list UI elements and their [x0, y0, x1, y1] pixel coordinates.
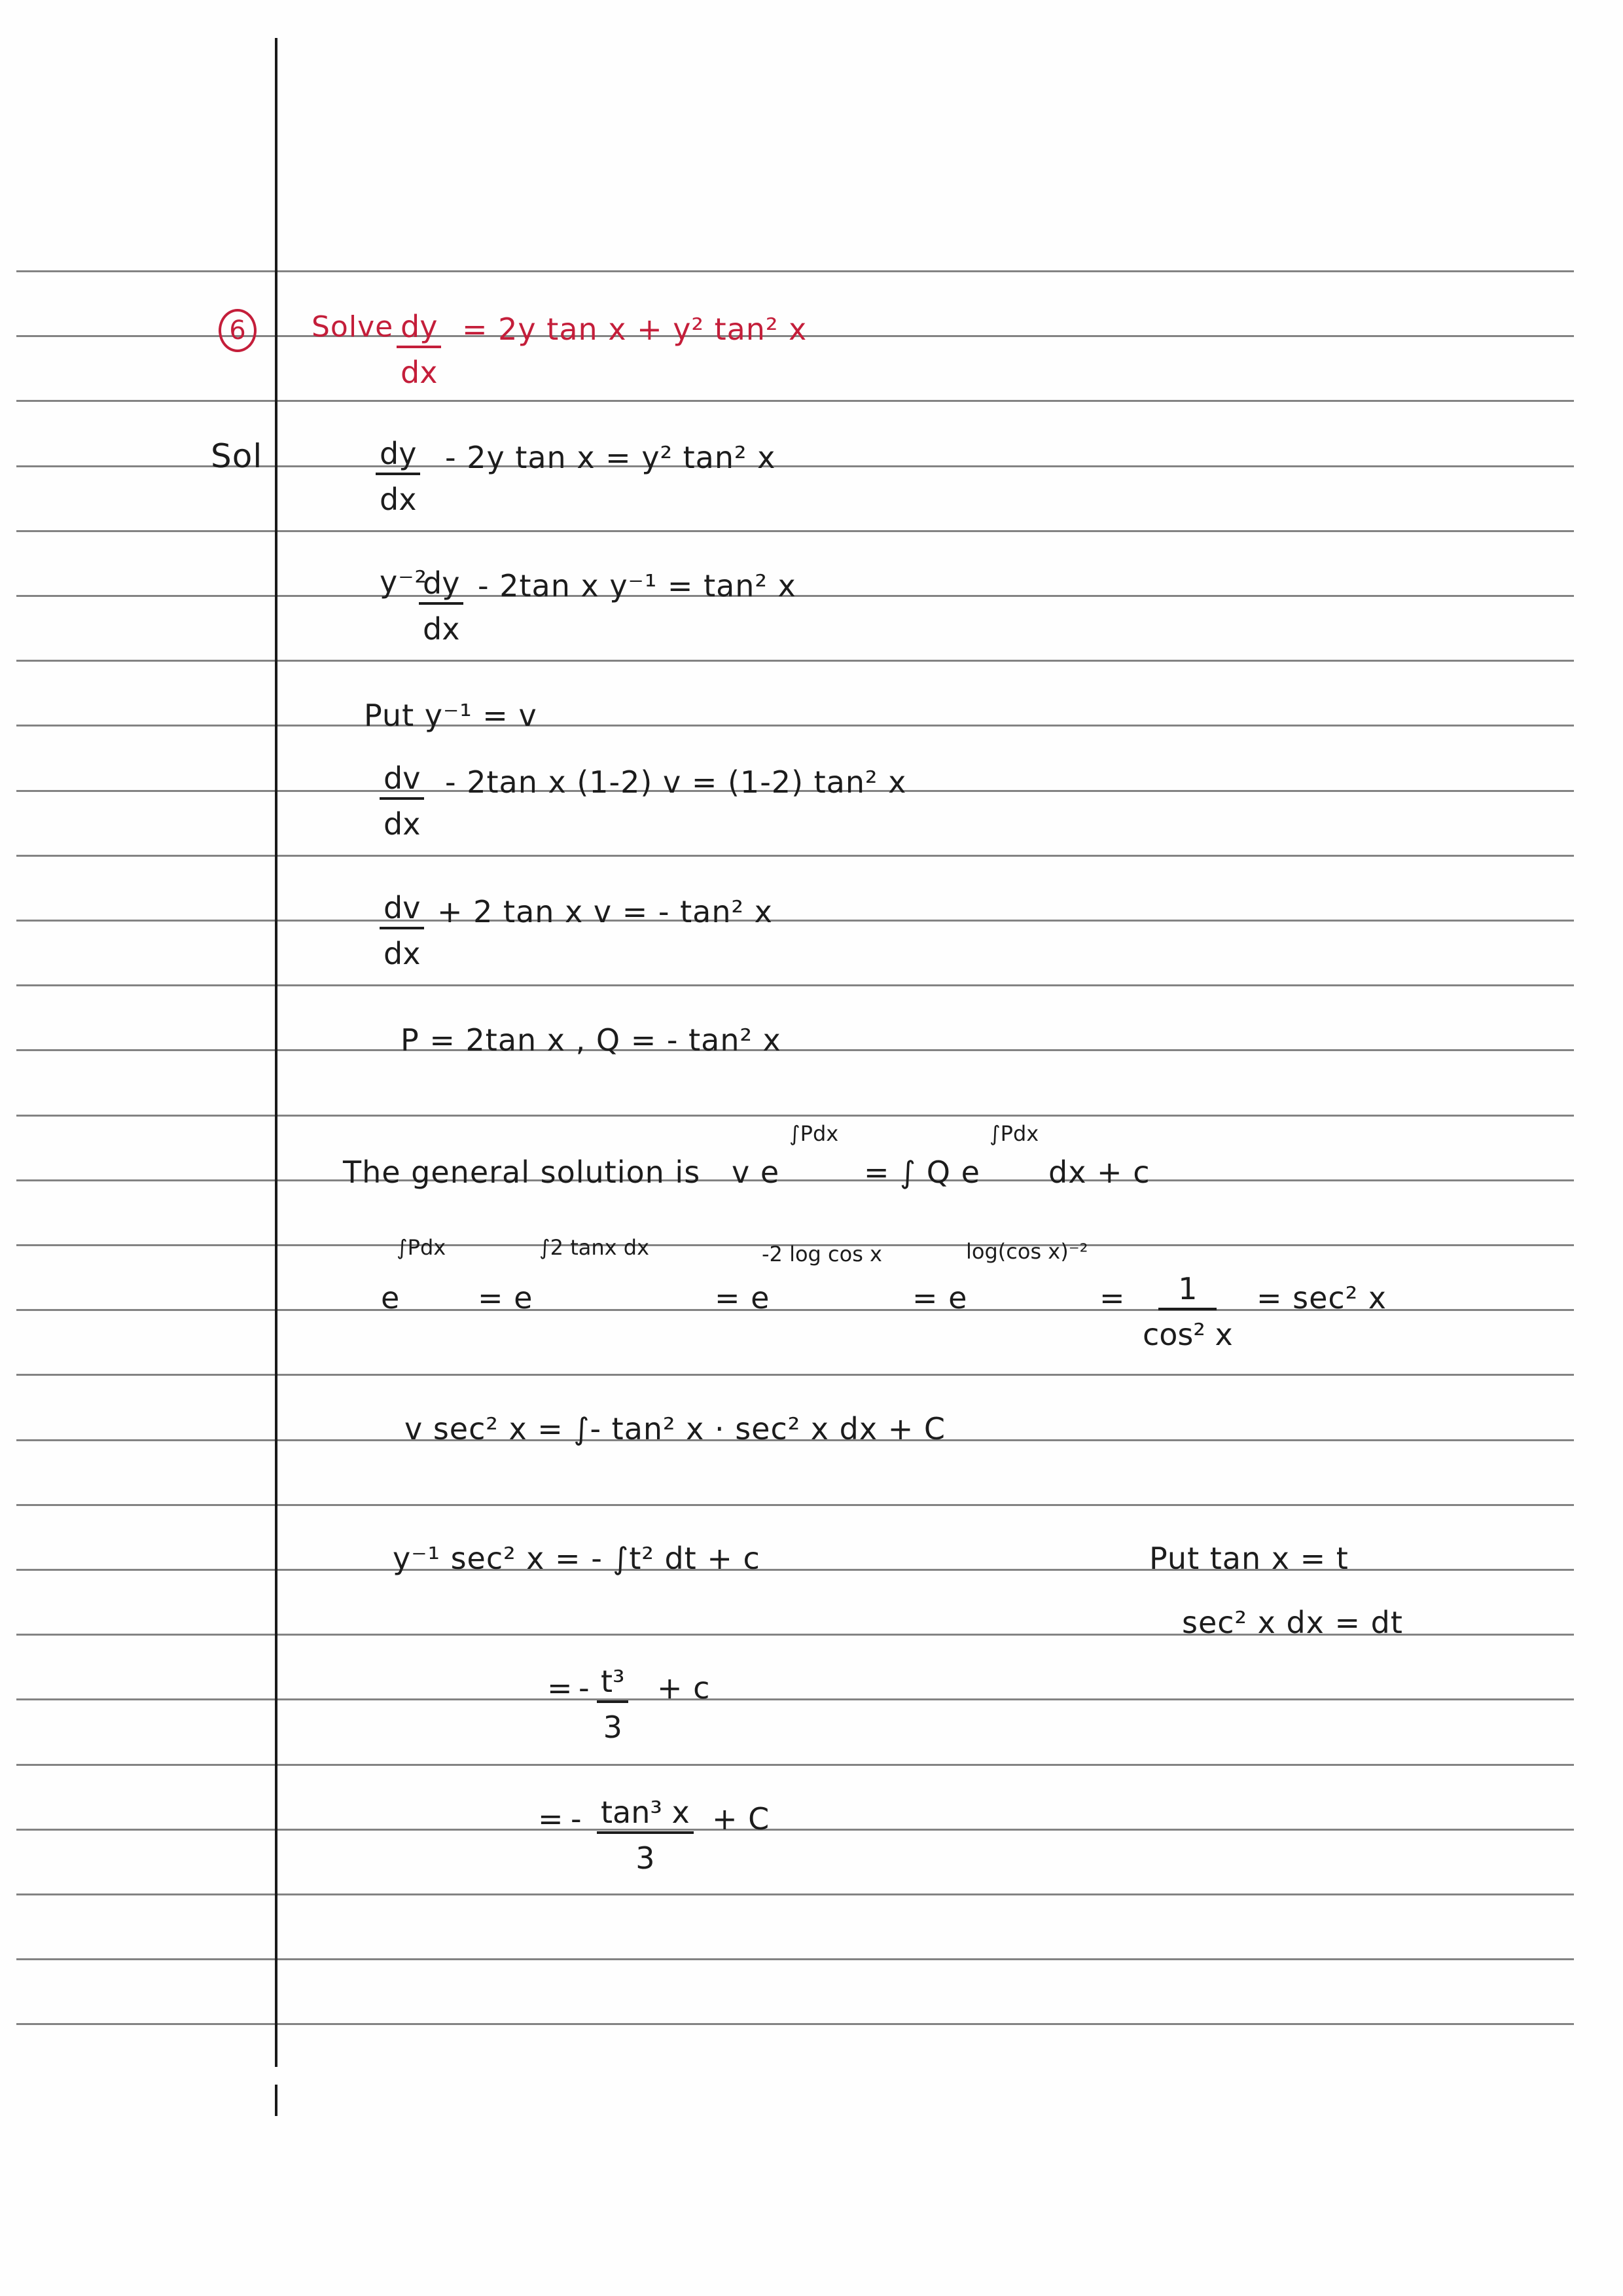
- if-term-4: = e: [912, 1280, 968, 1316]
- step4-equation: - 2tan x (1-2) v = (1-2) tan² x: [445, 764, 907, 800]
- ruled-line: [16, 1374, 1574, 1376]
- problem-derivative: [397, 309, 441, 390]
- exponent: ∫2 tanx dx: [539, 1235, 649, 1260]
- solution-label: Sol: [211, 437, 263, 475]
- problem-number-badge: [219, 309, 257, 352]
- step5-equation: + 2 tan x v = - tan² x: [437, 894, 773, 929]
- fraction-denominator: dx: [383, 936, 421, 971]
- fraction-denominator: dx: [401, 355, 438, 390]
- if-term-2: = e: [478, 1280, 533, 1316]
- problem-rhs: = 2y tan x + y² tan² x: [462, 312, 808, 347]
- step11-equals: =: [547, 1670, 573, 1706]
- step2-prefix: y⁻²: [380, 564, 427, 600]
- step11-constant: + c: [657, 1670, 711, 1706]
- ruled-line: [16, 1829, 1574, 1831]
- problem-number: 6: [229, 315, 246, 346]
- general-solution-label: The general solution is: [343, 1155, 701, 1190]
- fraction-numerator: 1: [1158, 1274, 1217, 1310]
- ruled-line: [16, 1179, 1574, 1181]
- step1-derivative: [376, 436, 420, 517]
- ruled-line: [16, 400, 1574, 402]
- ruled-line: [16, 1115, 1574, 1117]
- step12-fraction: [597, 1795, 694, 1876]
- step9-equation: v sec² x = ∫- tan² x · sec² x dx + C: [404, 1411, 946, 1446]
- side-note-differential: sec² x dx = dt: [1182, 1605, 1403, 1640]
- if-result: = sec² x: [1257, 1280, 1387, 1316]
- fraction-numerator: tan³ x: [597, 1797, 694, 1834]
- ruled-line: [16, 660, 1574, 662]
- fraction-denominator: dx: [423, 611, 460, 647]
- general-solution-lhs: v e: [732, 1155, 780, 1190]
- substitution-statement: Put y⁻¹ = v: [364, 698, 537, 733]
- exponent: log(cos x)⁻²: [966, 1239, 1088, 1264]
- p-q-definition: P = 2tan x , Q = - tan² x: [401, 1022, 781, 1058]
- fraction-denominator: 3: [635, 1840, 655, 1876]
- ruled-line: [16, 855, 1574, 857]
- fraction-denominator: dx: [383, 806, 421, 842]
- ruled-line: [16, 920, 1574, 922]
- step12-constant: + C: [712, 1801, 770, 1837]
- step2-equation: - 2tan x y⁻¹ = tan² x: [478, 568, 796, 603]
- fraction-numerator: dv: [380, 763, 424, 800]
- ruled-line: [16, 2023, 1574, 2025]
- fraction-numerator: dy: [419, 568, 463, 605]
- ruled-line: [16, 984, 1574, 986]
- ruled-line: [16, 530, 1574, 532]
- fraction-denominator: 3: [603, 1710, 622, 1745]
- ruled-line: [16, 1698, 1574, 1700]
- if-term-1: e: [381, 1280, 401, 1316]
- step12-equals: =: [538, 1801, 564, 1837]
- fraction-denominator: dx: [380, 482, 417, 517]
- exponent: ∫Pdx: [789, 1121, 839, 1146]
- if-term-3: = e: [715, 1280, 770, 1316]
- step1-equation: - 2y tan x = y² tan² x: [445, 440, 776, 475]
- step10-equation: y⁻¹ sec² x = - ∫t² dt + c: [393, 1541, 760, 1576]
- fraction-numerator: t³: [597, 1666, 628, 1703]
- ruled-line: [16, 1958, 1574, 1960]
- ruled-line: [16, 270, 1574, 272]
- exponent: -2 log cos x: [762, 1242, 882, 1266]
- step11-minus: -: [579, 1670, 590, 1706]
- side-note-substitution: Put tan x = t: [1149, 1541, 1349, 1576]
- ruled-line: [16, 1504, 1574, 1506]
- ruled-line: [16, 725, 1574, 726]
- exponent: ∫Pdx: [397, 1235, 446, 1260]
- general-solution-integral: = ∫ Q e: [864, 1155, 980, 1190]
- fraction-denominator: cos² x: [1143, 1317, 1233, 1352]
- ruled-line: [16, 1049, 1574, 1051]
- ruled-line: [16, 1893, 1574, 1895]
- margin-line: [275, 38, 277, 2067]
- margin-line-segment: [275, 2085, 277, 2116]
- if-equals: =: [1099, 1280, 1126, 1316]
- exponent: ∫Pdx: [990, 1121, 1039, 1146]
- step5-derivative: [380, 890, 424, 971]
- if-fraction: [1143, 1271, 1233, 1352]
- step11-fraction: [597, 1664, 628, 1745]
- step4-derivative: [380, 761, 424, 842]
- step12-minus: -: [571, 1801, 582, 1837]
- fraction-numerator: dy: [376, 439, 420, 475]
- fraction-numerator: dv: [380, 893, 424, 929]
- problem-label: Solve: [312, 310, 394, 344]
- general-solution-tail: dx + c: [1048, 1155, 1150, 1190]
- fraction-numerator: dy: [397, 312, 441, 348]
- ruled-line: [16, 1764, 1574, 1766]
- step2-derivative: [419, 565, 463, 647]
